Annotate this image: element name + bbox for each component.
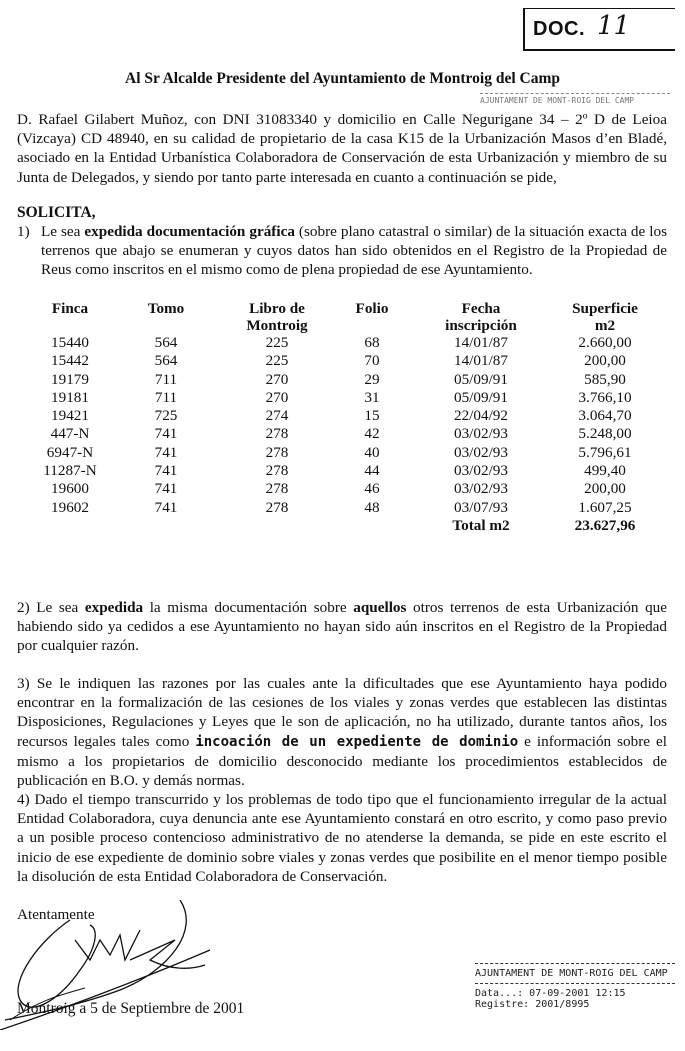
- cell-libro: 278: [265, 443, 289, 461]
- item-3-bold: incoación de un expediente de dominio: [195, 733, 519, 750]
- cell-superficie: 1.607,25: [578, 498, 632, 516]
- col-header-libro: Libro de: [249, 300, 305, 317]
- cell-fecha: 14/01/87: [453, 334, 508, 351]
- cell-tomo: 741: [154, 443, 178, 461]
- cell-tomo: 741: [154, 425, 178, 443]
- cell-fecha: 03/02/93: [453, 462, 508, 480]
- col-subheader: [332, 317, 412, 334]
- cell-libro: 278: [265, 480, 289, 498]
- cell-libro: 278: [265, 462, 289, 480]
- cell-folio: 70: [364, 352, 380, 370]
- request-item-1: [17, 222, 667, 280]
- cell-folio: 48: [364, 498, 380, 516]
- registry-stamp: [475, 963, 675, 1010]
- table-row: [30, 389, 660, 407]
- cell-libro: 225: [265, 352, 289, 370]
- cell-tomo: 741: [154, 462, 178, 480]
- item-1-post: (sobre plano catastral o similar) de la situación exacta de los terrenos que abajo se enumeran y cuyos datos han sido obtenidos en el Registro de la Propiedad de Reus como inscritos en el mismo como de plena propiedad de ese Ayuntamiento.: [41, 223, 667, 279]
- table-row: [30, 425, 660, 443]
- request-item-2: [17, 598, 667, 656]
- cell-finca: 15440: [51, 334, 89, 351]
- cell-finca: 19602: [51, 498, 89, 516]
- table-row: [30, 499, 660, 517]
- cell-finca: 19181: [51, 388, 89, 406]
- item-1-bold: expedida documentación gráfica: [84, 223, 295, 240]
- cell-tomo: 711: [154, 370, 178, 388]
- cell-finca: 11287-N: [43, 462, 97, 480]
- col-header-folio: Folio: [355, 300, 389, 317]
- cell-superficie: 3.766,10: [578, 388, 632, 406]
- cell-folio: 68: [364, 334, 380, 351]
- doc-number-stamp: [523, 8, 675, 51]
- registry-stamp-faint: AJUNTAMENT DE MONT-ROIG DEL CAMP: [480, 93, 670, 105]
- col-header-superficie: Superficie: [572, 300, 638, 317]
- cell-fecha: 03/02/93: [453, 425, 508, 443]
- cell-folio: 31: [364, 388, 380, 406]
- item-1-pre: Le sea: [41, 223, 85, 240]
- fincas-table: [30, 300, 660, 535]
- item-2-pre: 2) Le sea: [17, 599, 85, 616]
- cell-superficie: 499,40: [584, 462, 626, 480]
- registry-date: Data...: 07-09-2001 12:15: [475, 988, 626, 999]
- cell-fecha: 05/09/91: [453, 388, 508, 406]
- item-number: 1): [17, 223, 30, 240]
- table-row: [30, 334, 660, 352]
- request-item-4: 4) Dado el tiempo transcurrido y los problemas de todo tipo que el funcionamiento irregular de la actual Entidad Colaboradora, cuya denuncia ante ese Ayuntamiento constará en otro escrito, y como paso previo a un posible proceso contencioso administrativo de no atenderse la demanda, se pide en este escrito el inicio de ese expediente de dominio sobre viales y zonas verdes que posibilite en el menor tiempo posible la disolución de esta Entidad Colaboradora de Conservación.: [17, 791, 667, 885]
- cell-libro: 270: [265, 370, 289, 388]
- col-subheader: [110, 317, 222, 334]
- col-header-tomo: Tomo: [147, 300, 185, 317]
- cell-libro: 225: [265, 334, 289, 351]
- cell-superficie: 200,00: [584, 480, 626, 498]
- total-label: Total m2: [452, 516, 510, 534]
- cell-fecha: 14/01/87: [453, 352, 508, 370]
- cell-folio: 42: [364, 425, 380, 443]
- item-2-post: otros terrenos de esta Urbanización que habiendo sido ya cedidos a ese Ayuntamiento no hayan sido aún inscritos en el Registro de la Propiedad por cualquier razón.: [17, 599, 668, 655]
- col-subheader-fecha: inscripción: [445, 317, 517, 334]
- table-row: [30, 444, 660, 462]
- cell-libro: 270: [265, 388, 289, 406]
- col-header-finca: Finca: [51, 300, 89, 317]
- place-and-date: Montroig a 5 de Septiembre de 2001: [17, 1000, 245, 1017]
- col-subheader: [30, 317, 110, 334]
- cell-libro: 274: [265, 407, 289, 425]
- cell-tomo: 711: [154, 388, 178, 406]
- cell-folio: 40: [364, 443, 380, 461]
- total-value: 23.627,96: [574, 516, 636, 534]
- table-total-row: [30, 517, 660, 535]
- intro-paragraph: D. Rafael Gilabert Muñoz, con DNI 31083340 y domicilio en Calle Negurigane 34 – 2º D de Leioa (Vizcaya) CD 48940, en su calidad de propietario de la casa K15 de la Urbanización Masos d’en Bladé, asociado en la Entidad Urbanística Colaboradora de Conservación de esta Urbanización y miembro de su Junta de Delegados, y siendo por tanto parte interesada en cuanto a continuación se pide,: [17, 111, 667, 186]
- table-row: [30, 480, 660, 498]
- cell-tomo: 741: [154, 498, 178, 516]
- item-2-mid: la misma documentación sobre: [143, 599, 354, 616]
- cell-fecha: 03/07/93: [453, 498, 508, 516]
- item-3-post: e información sobre el mismo a los propietarios de domicilio desconocido mediante los procedimientos establecidos de publicación en B.O. y demás normas.: [17, 732, 667, 790]
- item-2-bold-1: expedida: [84, 599, 144, 616]
- item-2-bold-2: aquellos: [353, 599, 407, 616]
- closing: Atentamente: [17, 906, 95, 923]
- cell-fecha: 03/02/93: [453, 443, 508, 461]
- cell-superficie: 5.796,61: [578, 443, 632, 461]
- doc-number: 11: [597, 11, 631, 41]
- cell-finca: 19421: [51, 407, 89, 425]
- cell-superficie: 200,00: [584, 352, 626, 370]
- cell-finca: 447-N: [50, 425, 90, 443]
- cell-finca: 15442: [51, 352, 89, 370]
- cell-tomo: 725: [154, 407, 178, 425]
- cell-superficie: 2.660,00: [578, 334, 632, 351]
- cell-folio: 44: [364, 462, 380, 480]
- cell-superficie: 585,90: [584, 370, 626, 388]
- table-row: [30, 462, 660, 480]
- registry-number: Registre: 2001/8995: [475, 999, 590, 1010]
- col-subheader-libro: Montroig: [246, 317, 308, 334]
- letter-title: Al Sr Alcalde Presidente del Ayuntamiento de Montroig del Camp: [125, 70, 560, 87]
- col-subheader-superficie: m2: [594, 317, 616, 334]
- cell-tomo: 564: [154, 334, 178, 351]
- cell-folio: 46: [364, 480, 380, 498]
- item-3-pre: 3) Se le indiquen las razones por las cuales ante la dificultades que ese Ayuntamiento haya podido encontrar en la formalización de las cesiones de los viales y zonas verdes que establecen las distintas Disposiciones, Regulaciones y Leyes que le son de aplicación, no ha utilizado, durante tantos años, los recursos legales tales como: [17, 675, 667, 750]
- table-row: [30, 371, 660, 389]
- cell-tomo: 741: [154, 480, 178, 498]
- table-row: [30, 407, 660, 425]
- cell-folio: 15: [364, 407, 380, 425]
- cell-libro: 278: [265, 498, 289, 516]
- cell-finca: 19600: [51, 480, 89, 498]
- doc-label: DOC.: [533, 18, 585, 40]
- cell-fecha: 22/04/92: [453, 407, 508, 425]
- request-item-3: [17, 674, 667, 790]
- cell-finca: 19179: [51, 370, 89, 388]
- cell-fecha: 03/02/93: [453, 480, 508, 498]
- registry-office: AJUNTAMENT DE MONT-ROIG DEL CAMP: [475, 968, 668, 979]
- cell-folio: 29: [364, 370, 380, 388]
- cell-libro: 278: [265, 425, 289, 443]
- col-header-fecha: Fecha: [461, 300, 501, 317]
- cell-tomo: 564: [154, 352, 178, 370]
- cell-finca: 6947-N: [46, 443, 94, 461]
- solicita-heading: SOLICITA,: [17, 204, 96, 221]
- table-header-row-2: [30, 317, 660, 334]
- table-row: [30, 352, 660, 370]
- table-header-row-1: [30, 300, 660, 317]
- cell-superficie: 5.248,00: [578, 425, 632, 443]
- cell-superficie: 3.064,70: [578, 407, 632, 425]
- cell-fecha: 05/09/91: [453, 370, 508, 388]
